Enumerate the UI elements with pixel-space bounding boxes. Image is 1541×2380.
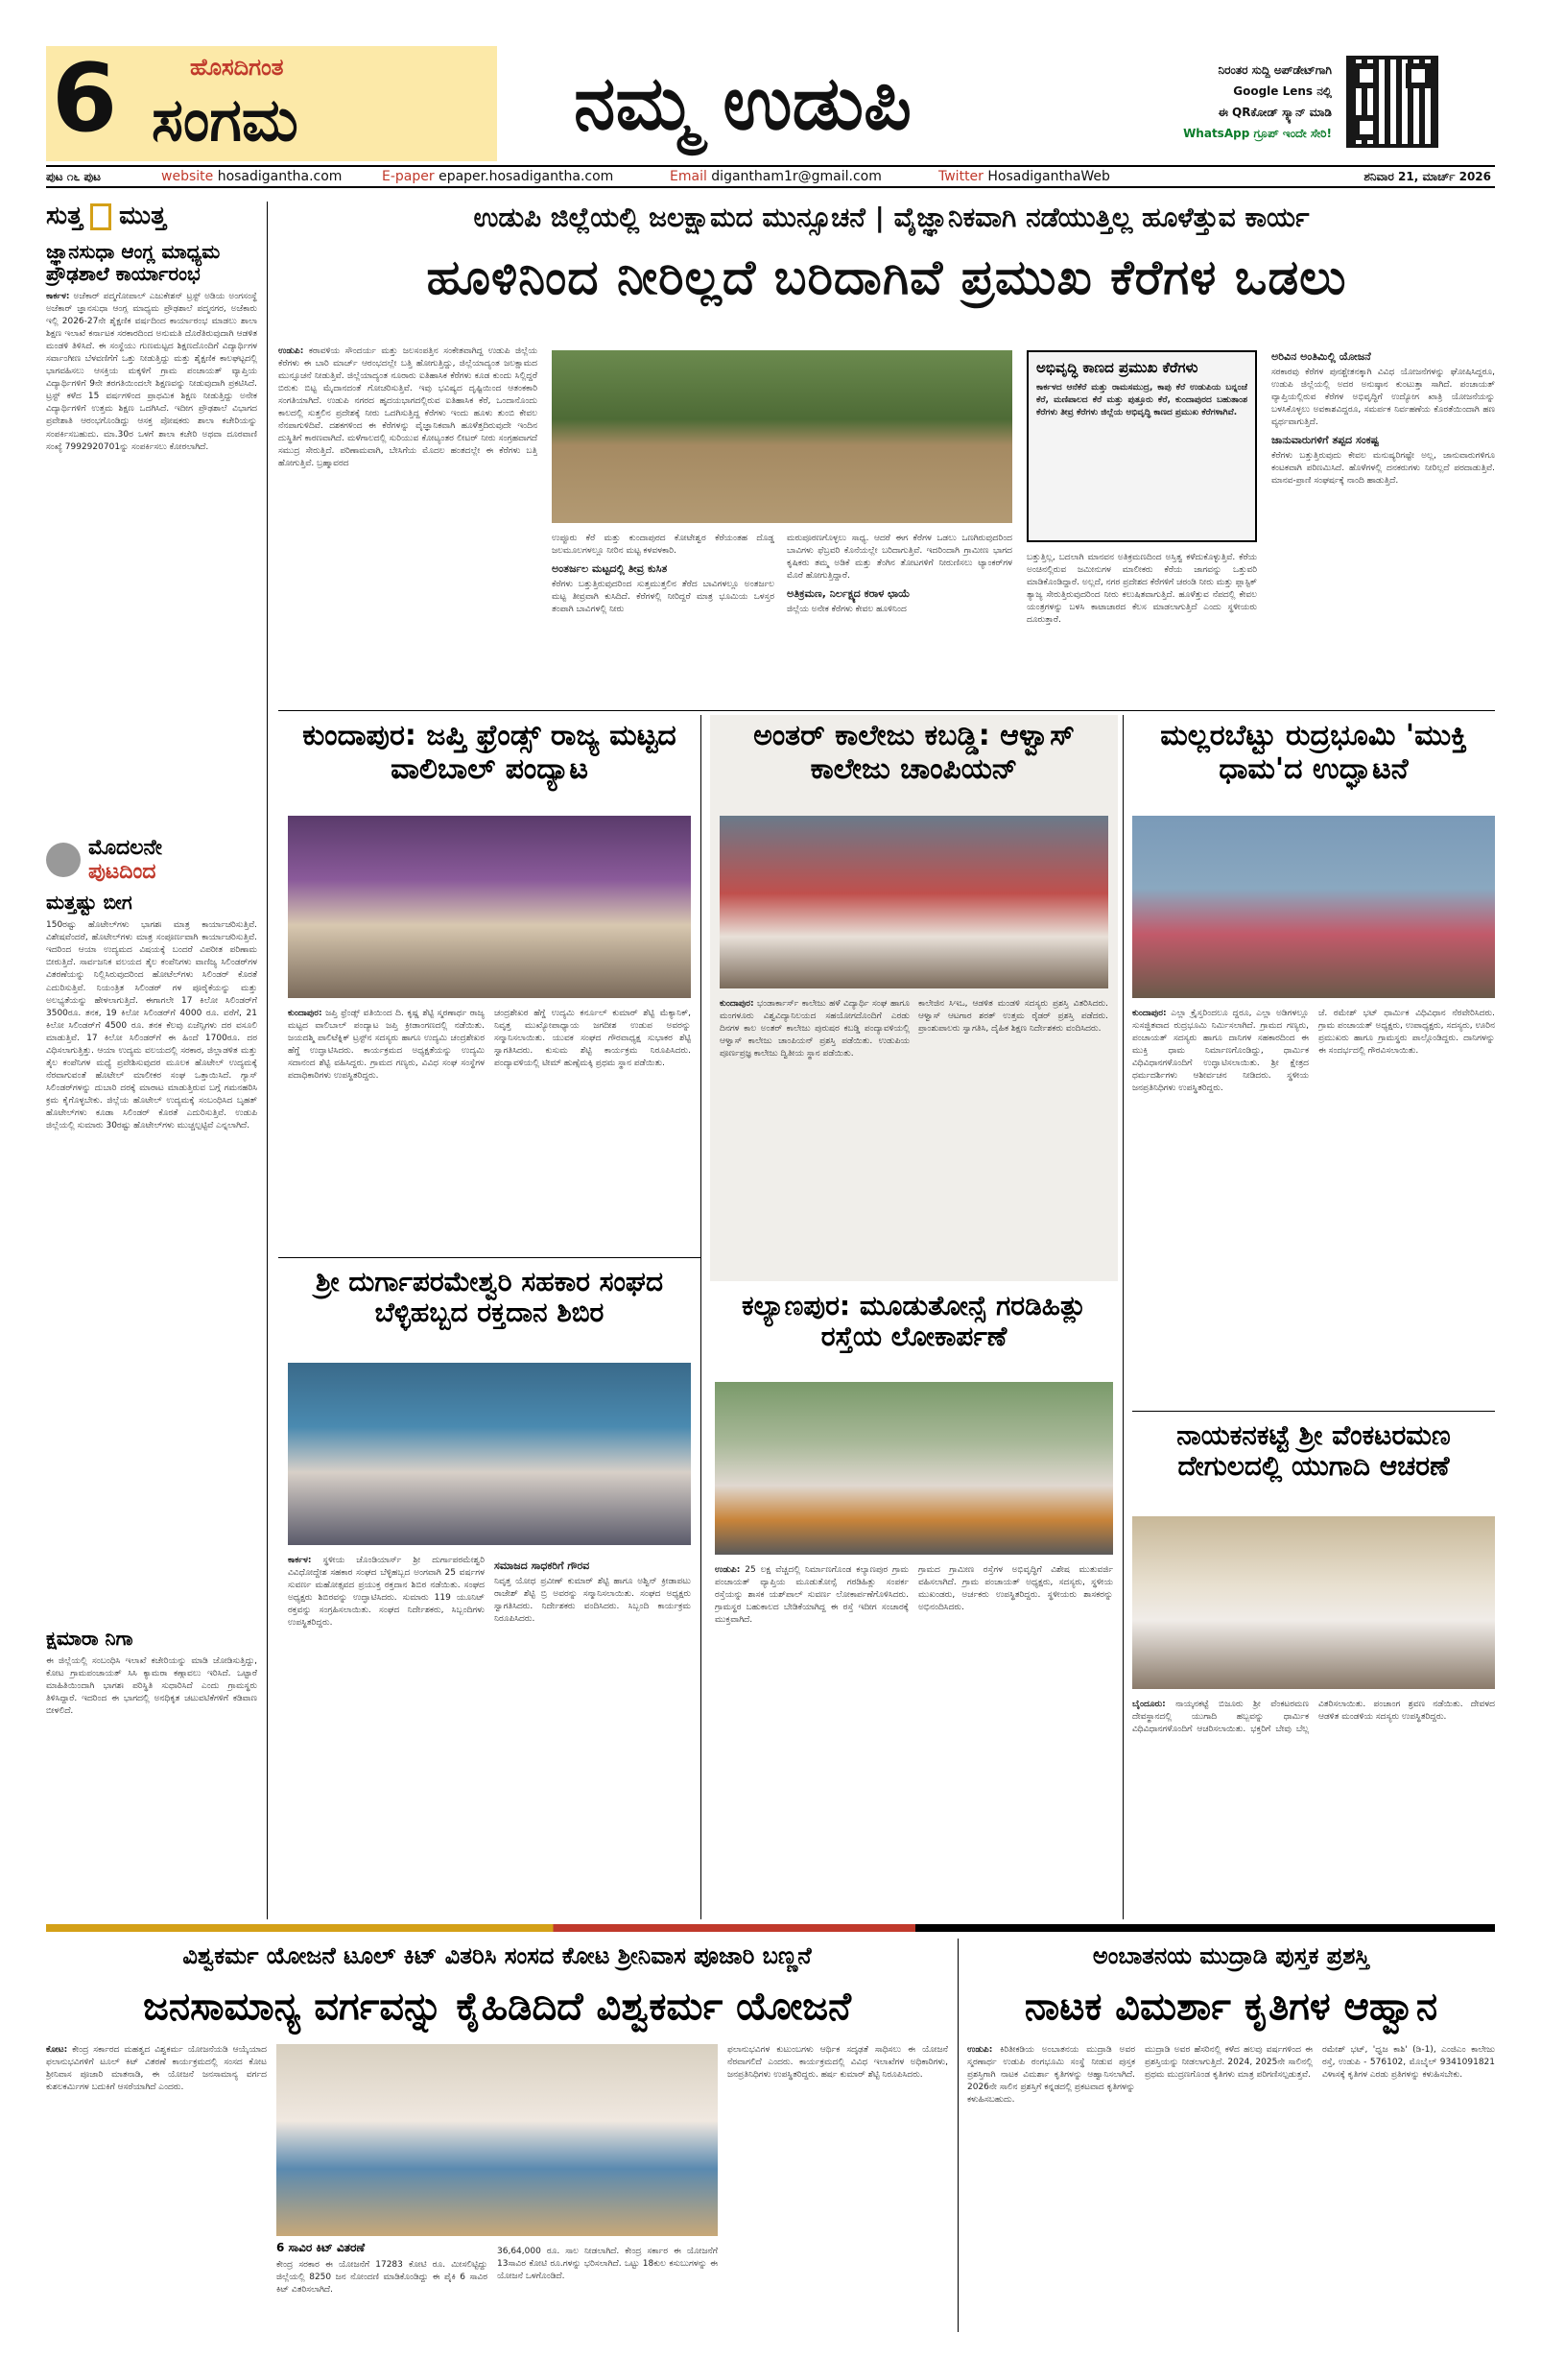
drama-body: ಉಡುಪಿ: ಕಿರಿತೀಕಡಿಯ ಅಂಬಾತನಯ ಮುದ್ರಾಡಿ ಅವರ ಸ್ಮರಣಾರ್ಥ ಉಡುಪಿ ರಂಗಭೂಮಿ ಸಂಸ್ಥೆ ನೀಡುವ ಪುಸ್ತಕ ಪ್ರಶಸ್ತಿಗಾಗಿ ನಾಟಕ ವಿಮರ್ಶಾ ಕೃತಿಗಳನ್ನು ಆಹ್ವಾನಿಸಲಾಗಿದೆ. 2026ನೇ ಸಾಲಿನ ಪ್ರಶಸ್ತಿಗೆ ಕನ್ನಡದಲ್ಲಿ ಪ್ರಕಟವಾದ ಕೃತಿಗಳನ್ನು ಕಳುಹಿಸಬಹುದು.: [967, 2045, 1135, 2106]
volley-body-2: ಚಂದ್ರಶೇಖರ ಹೆಗ್ಡೆ ಉದ್ಯಮಿ ಕರ್ನೂಲ್ ಕುಮಾರ್ ಶೆಟ್ಟಿ ಮೆಕ್ಯಾನಿಕ್, ನಿವೃತ್ತ ಮುಖ್ಯೋಪಾಧ್ಯಾಯ ಜಗದೀಶ ಉಡುಪ ಅವರನ್ನು ಸನ್ಮಾನಿಸಲಾಯಿತು. ಯುವಕ ಸಂಘದ ಗೌರವಾಧ್ಯಕ್ಷ ಸುಭಾಕರ ಶೆಟ್ಟಿ ಸ್ವಾಗತಿಸಿದರು. ಕುಸುಮ ಶೆಟ್ಟಿ ಕಾರ್ಯಕ್ರಮ ನಿರೂಪಿಸಿದರು. ಪಂದ್ಯಾವಳಿಯಲ್ಲಿ ಟೀಮ್ ಹುಣ್ಸೆಮಕ್ಕಿ ಪ್ರಥಮ ಸ್ಥಾನ ಪಡೆಯಿತು.: [494, 1009, 691, 1069]
section-banner: [497, 46, 1495, 161]
page-number: 6: [52, 44, 118, 154]
kabaddi-body: ಕುಂದಾಪುರ: ಭಂಡಾರ್ಕಾರ್ಸ್ ಕಾಲೇಜು ಹಳೆ ವಿದ್ಯಾರ್ಥಿ ಸಂಘ ಹಾಗೂ ಮಂಗಳೂರು ವಿಶ್ವವಿದ್ಯಾನಿಲಯದ ಸಹಯೋಗದೊಂದಿಗೆ ಎರಡು ದಿನಗಳ ಕಾಲ ಅಂತರ್ ಕಾಲೇಜು ಪುರುಷರ ಕಬಡ್ಡಿ ಪಂದ್ಯಾವಳಿಯಲ್ಲಿ ಆಳ್ವಾಸ್ ಕಾಲೇಜು ಚಾಂಪಿಯನ್ ಪ್ರಶಸ್ತಿ ಪಡೆಯಿತು. ಉಡುಪಿಯ ಪೂರ್ಣಪ್ರಜ್ಞ ಕಾಲೇಜು ದ್ವಿತೀಯ ಸ್ಥಾನ ಪಡೆಯಿತು.: [720, 999, 910, 1059]
sidebar-story1-title: ಜ್ಞಾನಸುಧಾ ಆಂಗ್ಲ ಮಾಧ್ಯಮ ಪ್ರೌಢಶಾಲೆ ಕಾರ್ಯಾರಂಭ: [46, 240, 221, 285]
blood-headline: ಶ್ರೀ ದುರ್ಗಾಪರಮೇಶ್ವರಿ ಸಹಕಾರ ಸಂಘದ ಬೆಳ್ಳಿಹಬ್ಬದ ರಕ್ತದಾನ ಶಿಬಿರ: [315, 1266, 664, 1329]
sidebar-section-header: ಸುತ್ತ ಮುತ್ತ: [46, 202, 167, 230]
mukti-photo: [1132, 816, 1495, 998]
masthead: [46, 46, 1495, 161]
sidebar-kicker: ಮೊದಲನೇ ಪುಟದಿಂದ: [46, 836, 257, 884]
vishwa-caption: 6 ಸಾವಿರ ಕಿಟ್ ವಿತರಣೆ: [276, 2241, 366, 2254]
book-icon: [90, 203, 111, 230]
drama-headline: ನಾಟಕ ವಿಮರ್ಶಾ ಕೃತಿಗಳ ಆಹ್ವಾನ: [1024, 1985, 1438, 2029]
box-title: ಅಭಿವೃದ್ಧಿ ಕಾಣದ ಪ್ರಮುಖ ಕೆರೆಗಳು: [1036, 359, 1198, 376]
vishwa-kicker: ವಿಶ್ವಕರ್ಮ ಯೋಜನೆ ಟೂಲ್ ಕಿಟ್ ವಿತರಿಸಿ ಸಂಸದ ಕೋಟ ಶ್ರೀನಿವಾಸ ಪೂಜಾರಿ ಬಣ್ಣನೆ: [182, 1942, 812, 1969]
section-divider: [46, 1924, 1495, 1932]
page-count: ಪುಟ ೧೬ ಪುಟ: [46, 170, 102, 183]
qr-code-icon[interactable]: [1346, 56, 1438, 148]
sidebar-story2-title: ಮತ್ತಷ್ಟು ಬೀಗ: [46, 891, 132, 915]
kabaddi-block: [710, 715, 1118, 1281]
qr-text-2: Google Lens ನಲ್ಲಿ: [1233, 84, 1332, 98]
qr-text-1: ನಿರಂತರ ಸುದ್ದಿ ಅಪ್‌ಡೇಟ್‌ಗಾಗಿ: [1218, 63, 1332, 77]
brand: ಸಂಗಮ: [152, 84, 298, 155]
mukti-body-2: ಜೆ. ರಮೇಶ್ ಭಟ್ ಧಾರ್ಮಿಕ ವಿಧಿವಿಧಾನ ನೆರವೇರಿಸಿದರು. ಗ್ರಾಮ ಪಂಚಾಯತ್ ಅಧ್ಯಕ್ಷರು, ಉಪಾಧ್ಯಕ್ಷರು, ಸದಸ್ಯರು, ಊರಿನ ಪ್ರಮುಖರು ಹಾಗೂ ಗ್ರಾಮಸ್ಥರು ಪಾಲ್ಗೊಂಡಿದ್ದರು. ದಾನಿಗಳನ್ನು ಈ ಸಂದರ್ಭದಲ್ಲಿ ಗೌರವಿಸಲಾಯಿತು.: [1318, 1009, 1495, 1057]
sidebar-story2-body: 150ರಷ್ಟು ಹೊಟೇಲ್‌ಗಳು ಭಾಗಶಃ ಮಾತ್ರ ಕಾರ್ಯಾಚರಿಸುತ್ತಿವೆ. ವಿಶೇಷವೆಂದರೆ, ಹೊಟೇಲ್‌ಗಳು ಮಾತ್ರ ಸಂಪೂರ್ಣವಾಗಿ ಕಾರ್ಯಾಚರಿಸುತ್ತಿವೆ. ಇದರಿಂದ ಆಯಾ ಉದ್ಯಮದ ವಿಷಯಕ್ಕೆ ಬಂದರೆ ವಿಪರೀತ ಪರಿಣಾಮ ಬೀರುತ್ತಿದೆ. ಸಾರ್ವಜನಿಕ ವಲಯದ ತೈಲ ಕಂಪೆನಿಗಳು ವಾಣಿಜ್ಯ ಸಿಲಿಂಡರ್‌ಗಳ ವಿತರಣೆಯನ್ನು ನಿಲ್ಲಿಸಿರುವುದರಿಂದ ಹೋಟೆಲ್‌ಗಳು ಸಿಲಿಂಡರ್ ಕೊರತೆ ಎದುರಿಸುತ್ತಿವೆ. ನಿಯಂತ್ರಿತ ಸಿಲಿಂಡರ್ ಗಳ ಪೂರೈಕೆಯನ್ನು ಮತ್ತು ಅಲಭ್ಯತೆಯನ್ನು ಹೇಳಲಾಗುತ್ತಿದೆ. ಈಗಾಗಲೇ 17 ಕಿಲೋ ಸಿಲಿಂಡರ್‌ಗೆ 3500ರೂ. ತನಕ, 19 ಕಿಲೋ ಸಿಲಿಂಡರ್‌ಗೆ 4000 ರೂ. ವರೆಗೆ, 21 ಕಿಲೋ ಸಿಲಿಂಡರ್‌ಗೆ 4500 ರೂ. ತನಕ ಕೆಲವು ಏಜೆನ್ಸಿಗಳು ದರ ವಸೂಲಿ ಮಾಡುತ್ತಿವೆ. 17 ಕಿಲೋ ಸಿಲಿಂಡರ್‌ಗೆ ಈ ಹಿಂದೆ 1700ರೂ. ದರ ವಿಧಿಸಲಾಗುತ್ತಿತ್ತು. ಆಯಾ ಉದ್ಯಮ ವಲಯದಲ್ಲಿ ಸರಕಾರ, ಜಿಲ್ಲಾಡಳಿತ ಮತ್ತು ತೈಲ ಕಂಪೆನಿಗಳ ಮಧ್ಯೆ ಪ್ರವೇಶಿಸುವುದರ ಮೂಲಕ ಹೊಟೇಲ್ ಉದ್ಯಮಕ್ಕೆ ನೆರವಾಗುವಂತೆ ಹೊಟೇಲ್ ಮಾಲೀಕರ ಸಂಘ ಒತ್ತಾಯಿಸಿದೆ. ಗ್ಯಾಸ್ ಸಿಲಿಂಡರ್‌ಗಳನ್ನು ದುಬಾರಿ ದರಕ್ಕೆ ಮಾರಾಟ ಮಾಡುತ್ತಿರುವ ಬಗ್ಗೆ ಗಮನಹರಿಸಿ ಕ್ರಮ ಕೈಗೊಳ್ಳಬೇಕು. ಜಿಲ್ಲೆಯ ಹೊಟೇಲ್ ಉದ್ಯಮಕ್ಕೆ ಸಂಬಂಧಿಸಿದ ಬೃಹತ್ ಹೊಟೇಲ್‌ಗಳು ಕೂಡಾ ಸಿಲಿಂಡರ್ ಕೊರತೆ ಎದುರಿಸುತ್ತಿವೆ. ಉಡುಪಿ ಜಿಲ್ಲೆಯಲ್ಲಿ ಸುಮಾರು 30ರಷ್ಟು ಹೊಟೇಲ್‌ಗಳು ಮುಚ್ಚಲ್ಪಟ್ಟಿವೆ ಎನ್ನಲಾಗಿದೆ.: [46, 920, 257, 1131]
lead-col1: ಉಡುಪಿ: ಕರಾವಳಿಯ ಸೌಂದರ್ಯ ಮತ್ತು ಜಲಸಂಪತ್ತಿನ ಸಂಕೇತವಾಗಿದ್ದ ಉಡುಪಿ ಜಿಲ್ಲೆಯ ಕೆರೆಗಳು ಈ ಬಾರಿ ಮಾರ್ಚ್ ಆರಂಭದಲ್ಲೇ ಬತ್ತಿ ಹೋಗುತ್ತಿದ್ದು, ಜಿಲ್ಲೆಯಾದ್ಯಂತ ಜಲಕ್ಷಾಮದ ಮುನ್ಸೂಚನೆ ನೀಡುತ್ತಿವೆ. ಜಿಲ್ಲೆಯಾದ್ಯಂತ ನೂರಾರು ಐತಿಹಾಸಿಕ ಕೆರೆಗಳು ಕೂಡ ಕುಂದು ಸಿಲ್ಲಿದ್ದರೆ ಬಿರುಕು ಬಿಟ್ಟ ಮೈದಾನದಂತೆ ಗೋಚರಿಸುತ್ತಿವೆ. ಇವು ಭವಿಷ್ಯದ ದೃಷ್ಟಿಯಿಂದ ಆತಂಕಕಾರಿ ಸಂಗತಿಯಾಗಿದೆ. ಉಡುಪಿ ನಗರದ ಹೃದಯಭಾಗದಲ್ಲಿರುವ ಐತಿಹಾಸಿಕ ಕೆರೆ, ಒಂದಾನೊಂದು ಕಾಲದಲ್ಲಿ ಸುತ್ತಲಿನ ಪ್ರದೇಶಕ್ಕೆ ನೀರು ಒದಗಿಸುತ್ತಿದ್ದ ಕೆರೆಗಳು ಇಂದು ಹೂಳು ತುಂಬಿ ಕೇವಲ ನೆನಪಾಗುಳಿದಿವೆ. ದಶಕಗಳಿಂದ ಈ ಕೆರೆಗಳನ್ನು ವೈಜ್ಞಾನಿಕವಾಗಿ ಹೂಳೆತ್ತದಿರುವುದೇ ಇಂದಿನ ದುಸ್ಥಿತಿಗೆ ಕಾರಣವಾಗಿದೆ. ಮಳೆಗಾಲದಲ್ಲಿ ಸುರಿಯುವ ಕೋಟ್ಯಂತರ ಲೀಟರ್ ನೀರು ಸಂಗ್ರಹವಾಗದೆ ಸಮುದ್ರ ಸೇರುತ್ತಿದೆ. ಪರಿಣಾಮವಾಗಿ, ಬೇಸಿಗೆಯ ಮೊದಲ ಹಂತದಲ್ಲೇ ಈ ಕೆರೆಗಳು ಬತ್ತಿ ಹೋಗುತ್ತಿವೆ. ಬ್ರಹ್ಮಾವರದ: [278, 346, 537, 469]
lead-kicker: ಉಡುಪಿ ಜಿಲ್ಲೆಯಲ್ಲಿ ಜಲಕ್ಷಾಮದ ಮುನ್ಸೂಚನೆ | ವೈಜ್ಞಾನಿಕವಾಗಿ ನಡೆಯುತ್ತಿಲ್ಲ ಹೂಳೆತ್ತುವ ಕಾರ್ಯ: [473, 202, 1310, 233]
vishwa-body-2: ಕೇಂದ್ರ ಸರಕಾರ ಈ ಯೋಜನೆಗೆ 17283 ಕೋಟಿ ರೂ. ಮೀಸಲಿಟ್ಟಿದ್ದು ಜಿಲ್ಲೆಯಲ್ಲಿ 8250 ಜನ ನೋಂದಣಿ ಮಾಡಿಕೊಂಡಿದ್ದು ಈ ಪೈಕಿ 6 ಸಾವಿರ ಕಿಟ್ ವಿತರಿಸಲಾಗಿದೆ.: [276, 2260, 487, 2296]
kabaddi-photo: [720, 816, 1108, 988]
drama-kicker: ಅಂಬಾತನಯ ಮುದ್ರಾಡಿ ಪುಸ್ತಕ ಪ್ರಶಸ್ತಿ: [1092, 1942, 1370, 1969]
lead-info-box: [1027, 350, 1257, 542]
volley-photo: [288, 816, 691, 998]
drama-body-2: ಮುದ್ರಾಡಿ ಅವರ ಹೆಸರಿನಲ್ಲಿ ಕಳೆದ ಹಲವು ವರ್ಷಗಳಿಂದ ಈ ಪ್ರಶಸ್ತಿಯನ್ನು ನೀಡಲಾಗುತ್ತಿದೆ. 2024, 2025ನೇ ಸಾಲಿನಲ್ಲಿ ಪ್ರಥಮ ಮುದ್ರಣಗೊಂಡ ಕೃತಿಗಳು ಮಾತ್ರ ಪರಿಗಣಿಸಲ್ಪಡುತ್ತವೆ.: [1145, 2045, 1313, 2081]
twitter-link[interactable]: Twitter HosadiganthaWeb: [938, 169, 1110, 184]
mukti-body: ಕುಂದಾಪುರ: ಎಲ್ಲಾ ಕ್ರೈಸ್ತರಿಂದಲೂ ದ್ದರೂ, ಎಲ್ಲಾ ಅಡಿಗಳಲ್ಲೂ ಸುಸಜ್ಜಿತವಾದ ರುದ್ರಭೂಮಿ ನಿರ್ಮಿಸಲಾಗಿದೆ. ಗ್ರಾಮದ ಗಣ್ಯರು, ಪಂಚಾಯತ್ ಸದಸ್ಯರು ಹಾಗೂ ದಾನಿಗಳ ಸಹಕಾರದಿಂದ ಈ ಮುಕ್ತಿ ಧಾಮ ನಿರ್ಮಾಣಗೊಂಡಿದ್ದು, ಧಾರ್ಮಿಕ ವಿಧಿವಿಧಾನಗಳೊಂದಿಗೆ ಉದ್ಘಾಟಿಸಲಾಯಿತು. ಶ್ರೀ ಕ್ಷೇತ್ರದ ಧರ್ಮದರ್ಶಿಗಳು ಆಶೀರ್ವಚನ ನೀಡಿದರು. ಸ್ಥಳೀಯ ಜನಪ್ರತಿನಿಧಿಗಳು ಉಪಸ್ಥಿತರಿದ್ದರು.: [1132, 1009, 1309, 1094]
lead-headline: ಹೂಳಿನಿಂದ ನೀರಿಲ್ಲದೆ ಬರಿದಾಗಿವೆ ಪ್ರಮುಖ ಕೆರೆಗಳ ಒಡಲು: [426, 250, 1347, 305]
road-photo: [715, 1382, 1113, 1555]
lead-col5: ಅರಿವಿನ ಅಂತಿಮಿಲ್ಲಿ ಯೋಜನೆ ಸರಕಾರವು ಕೆರೆಗಳ ಪುನಶ್ಚೇತನಕ್ಕಾಗಿ ವಿವಿಧ ಯೋಜನೆಗಳನ್ನು ಘೋಷಿಸಿದ್ದರೂ, ಉಡುಪಿ ಜಿಲ್ಲೆಯಲ್ಲಿ ಅದರ ಅನುಷ್ಠಾನ ಕುಂಟುತ್ತಾ ಸಾಗಿದೆ. ಪಂಚಾಯತ್ ವ್ಯಾಪ್ತಿಯಲ್ಲಿರುವ ಕೆರೆಗಳ ಅಭಿವೃದ್ಧಿಗೆ ಉದ್ಯೋಗ ಖಾತ್ರಿ ಯೋಜನೆಯನ್ನು ಬಳಸಿಕೊಳ್ಳಲು ಅವಕಾಶವಿದ್ದರೂ, ಸಮರ್ಪಕ ನಿರ್ವಹಣೆಯ ಕೊರತೆಯಿಂದಾಗಿ ಹಣ ವ್ಯರ್ಥವಾಗುತ್ತಿದೆ. ಜಾನುವಾರುಗಳಿಗೆ ತಪ್ಪದ ಸಂಕಷ್ಟ ಕೆರೆಗಳು ಬತ್ತುತ್ತಿರುವುದು ಕೇವಲ ಮನುಷ್ಯರಿಗಷ್ಟೇ ಅಲ್ಲ, ಜಾನುವಾರುಗಳಿಗೂ ಕಂಟಕವಾಗಿ ಪರಿಣಮಿಸಿದೆ. ಹೊಳೆಗಳಲ್ಲಿ ದನಕರುಗಳು ನೀರಿಲ್ಲದೆ ಪರದಾಡುತ್ತಿವೆ. ಮಾನವ-ಪ್ರಾಣಿ ಸಂಘರ್ಷಕ್ಕೆ ನಾಂದಿ ಹಾಡುತ್ತಿದೆ.: [1271, 350, 1495, 487]
blood-body-2: ಸಮಾಜದ ಸಾಧಕರಿಗೆ ಗೌರವ ನಿವೃತ್ತ ಯೋಧ ಪ್ರವೀಣ್ ಕುಮಾರ್ ಶೆಟ್ಟಿ ಹಾಗೂ ಅಶ್ವಿನ್ ಕ್ರೀಡಾಪಟು ರಾಜೇಶ್ ಶೆಟ್ಟಿ ಬ್ರಿ ಅವರನ್ನು ಸನ್ಮಾನಿಸಲಾಯಿತು. ಸಂಘದ ಅಧ್ಯಕ್ಷರು ಸ್ವಾಗತಿಸಿದರು. ನಿರ್ದೇಶಕರು ವಂದಿಸಿದರು. ಸಿಬ್ಬಂದಿ ಕಾರ್ಯಕ್ರಮ ನಿರೂಪಿಸಿದರು.: [494, 1559, 691, 1625]
temple-body: ಬೈಂದೂರು: ನಾಯ್ಕನಕಟ್ಟೆ ಬಿಜೂರು ಶ್ರೀ ವೆಂಕಟರಮಣ ದೇವಸ್ಥಾನದಲ್ಲಿ ಯುಗಾದಿ ಹಬ್ಬವನ್ನು ಧಾರ್ಮಿಕ ವಿಧಿವಿಧಾನಗಳೊಂದಿಗೆ ಆಚರಿಸಲಾಯಿತು. ಭಕ್ತರಿಗೆ ಬೇವು ಬೆಲ್ಲ ವಿತರಿಸಲಾಯಿತು. ಪಂಚಾಂಗ ಶ್ರವಣ ನಡೆಯಿತು. ದೇವಳದ ಆಡಳಿತ ಮಂಡಳಿಯ ಸದಸ್ಯರು ಉಪಸ್ಥಿತರಿದ್ದರು.: [1132, 1700, 1495, 1735]
kabaddi-body-2: ಕಾಲೇಜಿನ ಸಿಇಒ, ಆಡಳಿತ ಮಂಡಳಿ ಸದಸ್ಯರು ಪ್ರಶಸ್ತಿ ವಿತರಿಸಿದರು. ಆಳ್ವಾಸ್ ಆಟಗಾರ ಶರತ್ ಉತ್ತಮ ರೈಡರ್ ಪ್ರಶಸ್ತಿ ಪಡೆದರು. ಪ್ರಾಂಶುಪಾಲರು ಸ್ವಾಗತಿಸಿ, ದೈಹಿಕ ಶಿಕ್ಷಣ ನಿರ್ದೇಶಕರು ವಂದಿಸಿದರು.: [918, 999, 1108, 1035]
volley-body: ಕುಂದಾಪುರ: ಜಪ್ತಿ ಫ್ರೆಂಡ್ಸ್ ವತಿಯಿಂದ ದಿ. ಕೃಷ್ಣ ಶೆಟ್ಟಿ ಸ್ಮರಣಾರ್ಥ ರಾಜ್ಯ ಮಟ್ಟದ ವಾಲಿಬಾಲ್ ಪಂದ್ಯಾಟ ಜಪ್ತಿ ಕ್ರೀಡಾಂಗಣದಲ್ಲಿ ನಡೆಯಿತು. ಜಯದಶ್ಮಿ ಪಾಲಿಟೆಕ್ನಿಕ್ ಟ್ರಸ್ಟ್‌ನ ಸದಸ್ಯರು ಹಾಗೂ ಉದ್ಯಮಿ ಚಂದ್ರಶೇಖರ ಹೆಗ್ಡೆ ಉದ್ಘಾಟಿಸಿದರು. ಕಾರ್ಯಕ್ರಮದ ಅಧ್ಯಕ್ಷತೆಯನ್ನು ಉದ್ಯಮಿ ಸದಾನಂದ ಶೆಟ್ಟಿ ವಹಿಸಿದ್ದರು. ಗ್ರಾಮದ ಗಣ್ಯರು, ವಿವಿಧ ಸಂಘ ಸಂಸ್ಥೆಗಳ ಪದಾಧಿಕಾರಿಗಳು ಉಪಸ್ಥಿತರಿದ್ದರು.: [288, 1009, 485, 1082]
qr-text-3: ಈ QRಕೋಡ್ ಸ್ಕ್ಯಾನ್ ಮಾಡಿ: [1218, 106, 1332, 119]
volley-headline: ಕುಂದಾಪುರ: ಜಪ್ತಿ ಫ್ರೆಂಡ್ಸ್ ರಾಜ್ಯ ಮಟ್ಟದ ವಾಲಿಬಾಲ್ ಪಂದ್ಯಾಟ: [302, 719, 676, 786]
section-title: ನಮ್ಮ ಉಡುಪಿ: [574, 60, 913, 147]
drama-body-3: ರಮೇಶ್ ಭಟ್, 'ಧ್ವಜ ಕಾಶಿ' (ಡಿ-1), ಎಂಜಿಎಂ ಕಾಲೇಜು ರಸ್ತೆ, ಉಡುಪಿ - 576102, ಮೊಬೈಲ್ 9341091821 ವಿಳಾಸಕ್ಕೆ ಕೃತಿಗಳ ಎರಡು ಪ್ರತಿಗಳನ್ನು ಕಳುಹಿಸಬೇಕು.: [1322, 2045, 1495, 2081]
lead-col4: ಬತ್ತುತ್ತಿಲ್ಲ, ಬದಲಾಗಿ ಮಾನವನ ಅತಿಕ್ರಮಣದಿಂದ ಅಸ್ತಿತ್ವ ಕಳೆದುಕೊಳ್ಳುತ್ತಿವೆ. ಕೆರೆಯ ಅಂಚಿನಲ್ಲಿರುವ ಜಮೀನುಗಳ ಮಾಲೀಕರು ಕೆರೆಯ ಜಾಗವನ್ನು ಒತ್ತುವರಿ ಮಾಡಿಕೊಂಡಿದ್ದಾರೆ. ಅಲ್ಲದೆ, ನಗರ ಪ್ರದೇಶದ ಕೆರೆಗಳಿಗೆ ಚರಂಡಿ ನೀರು ಮತ್ತು ಪ್ಲಾಸ್ಟಿಕ್ ತ್ಯಾಜ್ಯ ಸೇರುತ್ತಿರುವುದರಿಂದ ನೀರು ಕಲುಷಿತವಾಗುತ್ತಿದೆ. ಹೂಳೆತ್ತುವ ನೆಪದಲ್ಲಿ ಕೇವಲ ಯಂತ್ರಗಳನ್ನು ಬಳಸಿ ಕಾಟಾಚಾರದ ಕೆಲಸ ಮಾಡಲಾಗುತ್ತಿದೆ ಎಂದು ಸ್ಥಳೀಯರು ದೂರುತ್ತಾರೆ.: [1027, 553, 1257, 626]
lead-col3: ಮರುಪೂರಣಗೊಳ್ಳಲು ಸಾಧ್ಯ. ಆದರೆ ಈಗ ಕೆರೆಗಳ ಒಡಲು ಒಣಗಿರುವುದರಿಂದ ಬಾವಿಗಳು ಫೆಬ್ರವರಿ ಕೊನೆಯಲ್ಲೇ ಬರಿದಾಗುತ್ತಿವೆ. ಇದರಿಂದಾಗಿ ಗ್ರಾಮೀಣ ಭಾಗದ ಕೃಷಿಕರು ತಮ್ಮ ಅಡಿಕೆ ಮತ್ತು ತೆಂಗಿನ ತೋಟಗಳಿಗೆ ನೀರುಣಿಸಲು ಟ್ಯಾಂಕರ್‌ಗಳ ಮೊರೆ ಹೋಗುತ್ತಿದ್ದಾರೆ. ಅತಿಕ್ರಮಣ, ನಿರ್ಲಕ್ಷ್ಯದ ಕರಾಳ ಛಾಯೆ ಜಿಲ್ಲೆಯ ಅನೇಕ ಕೆರೆಗಳು ಕೇವಲ ಹೂಳಿನಿಂದ: [787, 534, 1012, 615]
mukti-headline: ಮಲ್ಲರಬೆಟ್ಟು ರುದ್ರಭೂಮಿ 'ಮುಕ್ತಿ ಧಾಮ'ದ ಉದ್ಘಾಟನೆ: [1160, 719, 1467, 786]
vishwa-headline: ಜನಸಾಮಾನ್ಯ ವರ್ಗವನ್ನು ಕೈಹಿಡಿದಿದೆ ವಿಶ್ವಕರ್ಮ ಯೋಜನೆ: [143, 1985, 851, 2029]
temple-photo: [1132, 1516, 1495, 1689]
sidebar-story3-body: ಈ ಜಿಲ್ಲೆಯಲ್ಲಿ ಸಂಬಂಧಿಸಿ ಇಲಾಖೆ ಕಚೇರಿಯನ್ನು ಮಾಡಿ ಜೋಡಿಸುತ್ತಿದ್ದು, ಕೋಟ ಗ್ರಾಮಪಂಚಾಯತ್ ಸಿಸಿ ಕ್ಯಾಮರಾ ಕಣ್ಗಾವಲು ಇರಿಸಿದೆ. ಒಟ್ಟಾರೆ ಮಾಹಿತಿಯಿಂದಾಗಿ ಭಾಗಶಃ ಪರಿಸ್ಥಿತಿ ಸುಧಾರಿಸಿದೆ ಎಂದು ಗ್ರಾಮಸ್ಥರು ತಿಳಿಸಿದ್ದಾರೆ. ಇದರಿಂದ ಈ ಭಾಗದಲ್ಲಿ ಅನಧಿಕೃತ ಚಟುವಟಿಕೆಗಳಿಗೆ ಕಡಿವಾಣ ಬೀಳಲಿದೆ.: [46, 1656, 257, 1717]
lead-col2: ಉಪ್ಪೂರು ಕೆರೆ ಮತ್ತು ಕುಂದಾಪುರದ ಕೋಟೇಶ್ವರ ಕೆರೆಯಂತಹ ದೊಡ್ಡ ಜಲಮೂಲಗಳಲ್ಲೂ ನೀರಿನ ಮಟ್ಟ ಕಳವಳಕಾರಿ. ಅಂತರ್ಜಲ ಮಟ್ಟದಲ್ಲಿ ತೀವ್ರ ಕುಸಿತ ಕೆರೆಗಳು ಬತ್ತುತ್ತಿರುವುದರಿಂದ ಸುತ್ತಮುತ್ತಲಿನ ತೆರೆದ ಬಾವಿಗಳಲ್ಲೂ ಅಂತರ್ಜಲ ಮಟ್ಟ ತೀವ್ರವಾಗಿ ಕುಸಿದಿದೆ. ಕೆರೆಗಳಲ್ಲಿ ನೀರಿದ್ದರೆ ಮಾತ್ರ ಭೂಮಿಯ ಒಳಸ್ತರ ತಂಪಾಗಿ ಬಾವಿಗಳಲ್ಲಿ ನೀರು: [552, 534, 774, 615]
road-body: ಉಡುಪಿ: 25 ಲಕ್ಷ ವೆಚ್ಚದಲ್ಲಿ ನಿರ್ಮಾಣಗೊಂಡ ಕಲ್ಯಾಣಪುರ ಗ್ರಾಮ ಪಂಚಾಯತ್ ವ್ಯಾಪ್ತಿಯ ಮೂಡುತೋನ್ಸೆ ಗರಡಿಹಿತ್ಲು ಸಂಪರ್ಕ ರಸ್ತೆಯನ್ನು ಶಾಸಕ ಯಶ್‌ಪಾಲ್ ಸುವರ್ಣ ಲೋಕಾರ್ಪಣೆಗೊಳಿಸಿದರು. ಗ್ರಾಮಸ್ಥರ ಬಹುಕಾಲದ ಬೇಡಿಕೆಯಾಗಿದ್ದ ಈ ರಸ್ತೆ ಇದೀಗ ಸಂಚಾರಕ್ಕೆ ಮುಕ್ತವಾಗಿದೆ.: [715, 1565, 909, 1626]
kabaddi-headline: ಅಂತರ್ ಕಾಲೇಜು ಕಬಡ್ಡಿ: ಆಳ್ವಾಸ್ ಕಾಲೇಜು ಚಾಂಪಿಯನ್: [753, 719, 1075, 786]
blood-photo: [288, 1363, 691, 1545]
info-bar: [46, 165, 1495, 188]
vishwa-body-3: 36,64,000 ರೂ. ಸಾಲ ನೀಡಲಾಗಿದೆ. ಕೇಂದ್ರ ಸರ್ಕಾರ ಈ ಯೋಜನೆಗೆ 13ಸಾವಿರ ಕೋಟಿ ರೂ.ಗಳನ್ನು ಭರಿಸಲಾಗಿದೆ. ಒಟ್ಟು 18ಕುಲ ಕಸುಬುಗಳನ್ನು ಈ ಯೋಜನೆ ಒಳಗೊಂಡಿದೆ.: [497, 2247, 718, 2282]
pencil-icon: [46, 843, 81, 877]
sidebar-story1-body: ಕಾರ್ಕಳ: ಅಜೆಕಾರ್ ಪದ್ಮಗೋಪಾಲ್ ಎಜುಕೇಶನ್ ಟ್ರಸ್ಟ್ ಅಡಿಯ ಅಂಗಸಂಸ್ಥೆ ಅಜೆಕಾರ್ ಜ್ಞಾನಸುಧಾ ಆಂಗ್ಲ ಮಾಧ್ಯಮ ಪ್ರೌಢಶಾಲೆ ಪದ್ಮನಗರ, ಅಜೆಕಾರು ಇಲ್ಲಿ 2026-27ನೇ ಶೈಕ್ಷಣಿಕ ವರ್ಷದಿಂದ ಕಾರ್ಯಾರಂಭ ಮಾಡಲು ಶಾಲಾ ಶಿಕ್ಷಣ ಇಲಾಖೆ ಕರ್ನಾಟಕ ಸರಕಾರದಿಂದ ಅನುಮತಿ ದೊರೆತಿರುವುದಾಗಿ ಆಡಳಿತ ಮಂಡಳಿ ತಿಳಿಸಿದೆ. ಈ ಸಂಸ್ಥೆಯು ಗುಣಮಟ್ಟದ ಶಿಕ್ಷಣದೊಂದಿಗೆ ವಿದ್ಯಾರ್ಥಿಗಳ ಸರ್ವಾಂಗೀಣ ಬೆಳವಣಿಗೆಗೆ ಒತ್ತು ನೀಡುತ್ತಿದ್ದು ಮತ್ತು ಶೈಕ್ಷಣಿಕ ಕಾಲಘಟ್ಟದಲ್ಲಿ ಭಾಗವಹಿಸಲು ಆಸಕ್ತಿಯ ಮಕ್ಕಳಿಗೆ ಗ್ರಾಮ ಪಂಚಾಯತ್ ವ್ಯಾಪ್ತಿಯ ವಿದ್ಯಾರ್ಥಿಗಳಿಗೆ 9ನೇ ತರಗತಿಯಿಂದಲೇ ಶಿಕ್ಷಣವನ್ನು ನೀಡುವುದಾಗಿ ಪ್ರಕಟಿಸಿದೆ. ಟ್ರಸ್ಟ್ ಕಳೆದ 15 ವರ್ಷಗಳಿಂದ ಪ್ರಾಥಮಿಕ ಶಿಕ್ಷಣ ನೀಡುತ್ತಿದ್ದು ಅನೇಕ ವಿದ್ಯಾರ್ಥಿಗಳಿಗೆ ಉತ್ತಮ ಶಿಕ್ಷಣ ಒದಗಿಸಿದೆ. ಇದೀಗ ಪ್ರೌಢಶಾಲೆ ವಿಭಾಗದ ಪ್ರವೇಶಾತಿ ಆರಂಭಗೊಂಡಿದ್ದು ಆಸಕ್ತ ಪೋಷಕರು ಶಾಲಾ ಕಚೇರಿಯನ್ನು ಸಂಪರ್ಕಿಸಬಹುದು. ಮಾ.30ರ ಒಳಗೆ ಶಾಲಾ ಕಚೇರಿ ಅಥವಾ ದೂರವಾಣಿ ಸಂಖ್ಯೆ 7992920701ನ್ನು ಸಂಪರ್ಕಿಸಲು ಕೋರಲಾಗಿದೆ.: [46, 292, 257, 452]
vishwa-photo: [276, 2044, 718, 2236]
brand-small: ಹೊಸದಿಗಂತ: [190, 54, 284, 81]
website-link[interactable]: website hosadigantha.com: [161, 169, 343, 184]
box-body: ಕಾರ್ಕಳದ ಆನೆಕೆರೆ ಮತ್ತು ರಾಮಸಮುದ್ರ, ಕಾಪು ಕೆರೆ ಉಡುಪಿಯ ಬನ್ನಂಜೆ ಕೆರೆ, ಮಣಿಪಾಲದ ಕೆರೆ ಮತ್ತು ಪುತ್ತೂರು ಕೆರೆ, ಕುಂದಾಪುರದ ಬಹುತಾಂಶ ಕೆರೆಗಳು ತೀವ್ರ ಕೆರೆಗಳು ಜಿಲ್ಲೆಯ ಅಭಿವೃದ್ಧಿ ಕಾಣದ ಪ್ರಮುಖ ಕೆರೆಗಳಾಗಿವೆ.: [1036, 383, 1247, 418]
blood-body: ಕಾರ್ಕಳ: ಸ್ಥಳೀಯ ಚೊಂಡಿಯಾರ್ಸ್ ಶ್ರೀ ದುರ್ಗಾಪರಮೇಶ್ವರಿ ವಿವಿಧೋದ್ದೇಶ ಸಹಕಾರ ಸಂಘದ ಬೆಳ್ಳಿಹಬ್ಬದ ಅಂಗವಾಗಿ 25 ವರ್ಷಗಳ ಸುವರ್ಣ ಮಹೋತ್ಸವದ ಪ್ರಯುಕ್ತ ರಕ್ತದಾನ ಶಿಬಿರ ನಡೆಯಿತು. ಸಂಘದ ಅಧ್ಯಕ್ಷರು ಶಿಬಿರವನ್ನು ಉದ್ಘಾಟಿಸಿದರು. ಸುಮಾರು 119 ಯೂನಿಟ್ ರಕ್ತವನ್ನು ಸಂಗ್ರಹಿಸಲಾಯಿತು. ಸಂಘದ ನಿರ್ದೇಶಕರು, ಸಿಬ್ಬಂದಿಗಳು ಉಪಸ್ಥಿತರಿದ್ದರು.: [288, 1556, 485, 1629]
road-body-2: ಗ್ರಾಮದ ಗ್ರಾಮೀಣ ರಸ್ತೆಗಳ ಅಭಿವೃದ್ಧಿಗೆ ವಿಶೇಷ ಮುತುವರ್ಜಿ ವಹಿಸಲಾಗಿದೆ. ಗ್ರಾಮ ಪಂಚಾಯತ್ ಅಧ್ಯಕ್ಷರು, ಸದಸ್ಯರು, ಸ್ಥಳೀಯ ಮುಖಂಡರು, ಅರ್ಚಕರು ಉಪಸ್ಥಿತರಿದ್ದರು. ಸ್ಥಳೀಯರು ಶಾಸಕರನ್ನು ಅಭಿನಂದಿಸಿದರು.: [918, 1565, 1113, 1613]
epaper-link[interactable]: E-paper epaper.hosadigantha.com: [382, 169, 614, 184]
lead-photo: [552, 350, 1012, 523]
sidebar-story3-title: ಕ್ಷಮಾರಾ ನಿಗಾ: [46, 1627, 133, 1651]
vishwa-body-4: ಫಲಾನುಭವಿಗಳ ಕುಟುಂಬಗಳು ಆರ್ಥಿಕ ಸದೃಢತೆ ಸಾಧಿಸಲು ಈ ಯೋಜನೆ ನೆರವಾಗಲಿದೆ ಎಂದರು. ಕಾರ್ಯಕ್ರಮದಲ್ಲಿ ವಿವಿಧ ಇಲಾಖೆಗಳ ಅಧಿಕಾರಿಗಳು, ಜನಪ್ರತಿನಿಧಿಗಳು ಉಪಸ್ಥಿತರಿದ್ದರು. ಹರ್ಷ ಕುಮಾರ್ ಶೆಟ್ಟಿ ನಿರೂಪಿಸಿದರು.: [727, 2045, 948, 2081]
road-headline: ಕಲ್ಯಾಣಪುರ: ಮೂಡುತೋನ್ಸೆ ಗರಡಿಹಿತ್ಲು ರಸ್ತೆಯ ಲೋಕಾರ್ಪಣೆ: [741, 1290, 1087, 1353]
email-link[interactable]: Email digantham1r@gmail.com: [670, 169, 882, 184]
temple-headline: ನಾಯಕನಕಟ್ಟೆ ಶ್ರೀ ವೆಂಕಟರಮಣ ದೇಗುಲದಲ್ಲಿ ಯುಗಾದಿ ಆಚರಣೆ: [1176, 1419, 1451, 1483]
qr-text-4: WhatsApp ಗ್ರೂಪ್ ಇಂದೇ ಸೇರಿ!: [1183, 127, 1332, 140]
qr-caption: [1044, 60, 1332, 144]
vishwa-body: ಕೋಟ: ಕೇಂದ್ರ ಸರ್ಕಾರದ ಮಹತ್ವದ ವಿಶ್ವಕರ್ಮ ಯೋಜನೆಯಡಿ ಆಯ್ಕೆಯಾದ ಫಲಾನುಭವಿಗಳಿಗೆ ಟೂಲ್ ಕಿಟ್ ವಿತರಣೆ ಕಾರ್ಯಕ್ರಮದಲ್ಲಿ ಸಂಸದ ಕೋಟ ಶ್ರೀನಿವಾಸ ಪೂಜಾರಿ ಮಾತನಾಡಿ, ಈ ಯೋಜನೆ ಜನಸಾಮಾನ್ಯ ವರ್ಗದ ಕುಶಲಕರ್ಮಿಗಳ ಬದುಕಿಗೆ ಆಸರೆಯಾಗಿದೆ ಎಂದರು.: [46, 2045, 267, 2093]
issue-date: ಶನಿವಾರ 21, ಮಾರ್ಚ್ 2026: [1363, 170, 1491, 183]
sidebar: [46, 202, 257, 1929]
